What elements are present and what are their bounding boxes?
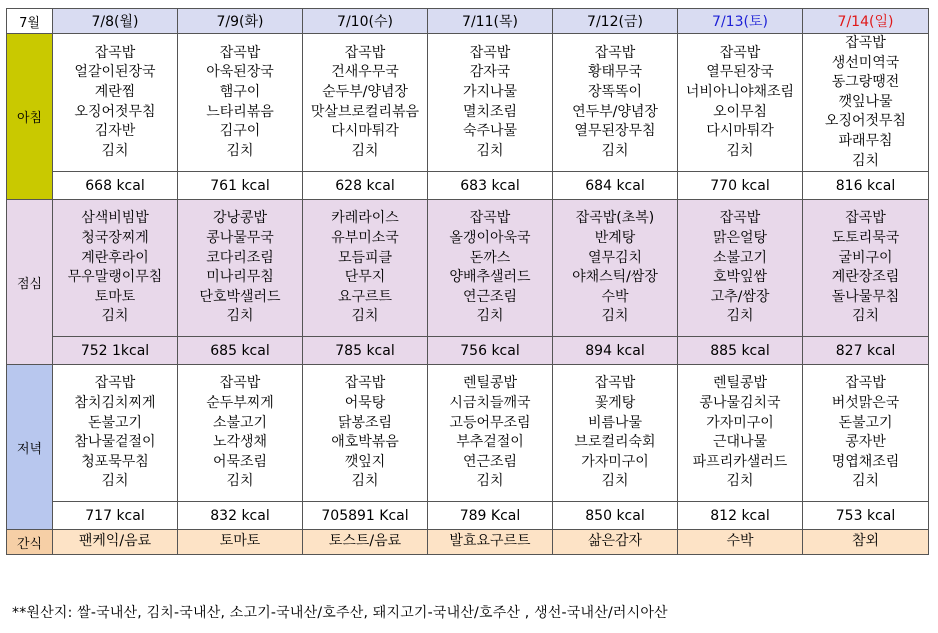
menu-cell <box>303 34 428 172</box>
dish-item: 장똑똑이 <box>587 83 643 100</box>
dish-item: 모듬피클 <box>337 249 393 266</box>
snack-row <box>7 530 929 555</box>
dish-item: 김자반 <box>94 123 136 140</box>
dish-item: 김치 <box>101 473 129 490</box>
dish-item: 가지나물 <box>462 83 518 100</box>
menu-cell <box>428 200 553 337</box>
dinner-menu-row <box>7 365 929 502</box>
dish-item: 참나물겉절이 <box>74 434 156 451</box>
menu-cell <box>803 200 929 337</box>
dish-item: 꽃게탕 <box>594 394 636 411</box>
meal-label-breakfast: 아침 <box>7 34 53 200</box>
menu-cell <box>53 200 178 337</box>
dish-item: 유부미소국 <box>331 229 399 246</box>
kcal-value: 761 kcal <box>178 172 303 200</box>
snack-cell: 삶은감자 <box>553 530 678 555</box>
dish-item: 김치 <box>226 142 254 159</box>
menu-cell <box>428 365 553 502</box>
dish-item: 노각생채 <box>212 434 268 451</box>
dish-item: 카레라이스 <box>331 210 399 227</box>
dish-item: 어묵조림 <box>212 453 268 470</box>
meal-label-snack: 간식 <box>7 530 53 555</box>
dish-item: 고추/쌈장 <box>710 288 770 305</box>
dish-item: 잡곡밥 <box>845 35 886 51</box>
dish-item: 김치 <box>601 473 629 490</box>
dish-item: 잡곡밥(초복) <box>575 210 655 227</box>
kcal-value: 628 kcal <box>303 172 428 200</box>
dish-item: 계란찜 <box>94 83 136 100</box>
dish-item: 올갱이아욱국 <box>449 229 531 246</box>
dish-item: 강낭콩밥 <box>212 210 268 227</box>
dish-item: 청포묵무침 <box>81 453 149 470</box>
menu-cell <box>178 365 303 502</box>
dish-item: 야채스틱/쌈장 <box>572 269 658 286</box>
dish-item: 수박 <box>601 288 629 305</box>
dish-item: 잡곡밥 <box>469 44 511 61</box>
dish-item: 잡곡밥 <box>344 44 386 61</box>
dish-item: 잡곡밥 <box>845 210 886 227</box>
kcal-value: 717 kcal <box>53 502 178 530</box>
menu-cell <box>428 34 553 172</box>
dish-item: 잡곡밥 <box>719 44 761 61</box>
dish-item: 렌틸콩밥 <box>462 375 518 392</box>
dish-item: 계란장조림 <box>831 269 900 286</box>
menu-cell <box>303 365 428 502</box>
menu-cell <box>678 365 803 502</box>
dish-item: 콩나물무국 <box>206 229 274 246</box>
dish-item: 열무된장국 <box>706 64 774 81</box>
dish-item: 돈불고기 <box>838 414 893 431</box>
dinner-kcal-row <box>7 502 929 530</box>
kcal-value: 705891 Kcal <box>303 502 428 530</box>
snack-cell: 참외 <box>803 530 929 555</box>
day-header: 7/10(수) <box>303 9 428 34</box>
dish-item: 김치 <box>476 142 504 159</box>
dish-item: 가자미구이 <box>706 414 774 431</box>
dish-item: 김치 <box>726 473 754 490</box>
dish-item: 김치 <box>351 142 379 159</box>
day-header: 7/8(월) <box>53 9 178 34</box>
header-row <box>7 9 929 34</box>
kcal-value: 832 kcal <box>178 502 303 530</box>
dish-item: 잡곡밥 <box>219 375 261 392</box>
dish-item: 김치 <box>226 473 254 490</box>
meal-label-lunch: 점심 <box>7 200 53 365</box>
dish-item: 김치 <box>851 152 880 169</box>
dish-item: 김치 <box>351 308 379 325</box>
kcal-value: 756 kcal <box>428 337 553 365</box>
dish-item: 굴비구이 <box>838 249 893 266</box>
dish-item: 잡곡밥 <box>94 375 136 392</box>
menu-cell <box>178 34 303 172</box>
dish-item: 김치 <box>101 142 129 159</box>
dish-item: 황태무국 <box>587 64 643 81</box>
dish-item: 명엽채조림 <box>831 453 900 470</box>
dish-item: 오징어젓무침 <box>74 103 156 120</box>
snack-cell: 토스트/음료 <box>303 530 428 555</box>
kcal-value: 827 kcal <box>803 337 929 365</box>
dish-item: 김치 <box>851 473 880 490</box>
day-header-saturday: 7/13(토) <box>678 9 803 34</box>
dish-item: 김치 <box>601 308 629 325</box>
dish-item: 오이무침 <box>712 103 768 120</box>
day-header-sunday: 7/14(일) <box>803 9 929 34</box>
weekly-menu-table <box>6 8 929 555</box>
dish-item: 생선미역국 <box>831 54 900 71</box>
kcal-value: 753 kcal <box>803 502 929 530</box>
dish-item: 느타리볶음 <box>206 103 274 120</box>
dish-item: 깻잎지 <box>344 453 386 470</box>
dish-item: 렌틸콩밥 <box>712 375 768 392</box>
menu-cell <box>678 200 803 337</box>
dish-item: 부추겉절이 <box>456 434 524 451</box>
dish-item: 잡곡밥 <box>845 375 886 392</box>
dish-item: 김치 <box>726 308 754 325</box>
dish-item: 잡곡밥 <box>594 44 636 61</box>
dish-item: 열무된장무침 <box>574 123 656 140</box>
dish-item: 소불고기 <box>212 414 268 431</box>
dish-item: 감자국 <box>469 64 511 81</box>
kcal-value: 684 kcal <box>553 172 678 200</box>
dish-item: 순두부찌게 <box>206 394 274 411</box>
dish-item: 김치 <box>226 308 254 325</box>
dish-item: 잡곡밥 <box>469 210 511 227</box>
dish-item: 호박잎쌈 <box>712 269 768 286</box>
dish-item: 연근조림 <box>462 453 518 470</box>
dish-item: 햄구이 <box>219 83 261 100</box>
menu-cell <box>803 34 929 172</box>
dish-item: 김치 <box>851 308 880 325</box>
month-label: 7월 <box>7 9 53 34</box>
snack-cell: 발효요구르트 <box>428 530 553 555</box>
dish-item: 참치김치찌게 <box>74 394 156 411</box>
dish-item: 청국장찌게 <box>81 229 149 246</box>
menu-cell <box>678 34 803 172</box>
lunch-kcal-row <box>7 337 929 365</box>
dish-item: 돌나물무침 <box>831 288 900 305</box>
dish-item: 무우말랭이무침 <box>67 269 163 286</box>
dish-item: 잡곡밥 <box>719 210 761 227</box>
dish-item: 소불고기 <box>712 249 768 266</box>
dish-item: 김치 <box>351 473 379 490</box>
dish-item: 다시마튀각 <box>331 123 399 140</box>
dish-item: 닭봉조림 <box>337 414 393 431</box>
dish-item: 비름나물 <box>587 414 643 431</box>
day-header: 7/12(금) <box>553 9 678 34</box>
dish-item: 숙주나물 <box>462 123 518 140</box>
dish-item: 아욱된장국 <box>206 64 274 81</box>
kcal-value: 885 kcal <box>678 337 803 365</box>
kcal-value: 816 kcal <box>803 172 929 200</box>
dish-item: 너비아니야채조림 <box>685 83 795 100</box>
dish-item: 콩자반 <box>845 434 886 451</box>
kcal-value: 789 Kcal <box>428 502 553 530</box>
dish-item: 도토리묵국 <box>831 229 900 246</box>
dish-item: 멸치조림 <box>462 103 518 120</box>
dish-item: 돈불고기 <box>87 414 143 431</box>
kcal-value: 850 kcal <box>553 502 678 530</box>
dish-item: 오징어젓무침 <box>824 113 907 130</box>
kcal-value: 683 kcal <box>428 172 553 200</box>
dish-item: 고등어무조림 <box>449 414 531 431</box>
dish-item: 연두부/양념장 <box>572 103 658 120</box>
snack-cell: 팬케익/음료 <box>53 530 178 555</box>
dish-item: 열무김치 <box>587 249 643 266</box>
dish-item: 단무지 <box>344 269 386 286</box>
origin-note: **원산지: 쌀-국내산, 김치-국내산, 소고기-국내산/호주산, 돼지고기-국내산/호주산 , 생선-국내산/러시아산 <box>12 605 668 621</box>
menu-cell <box>178 200 303 337</box>
dish-item: 미나리무침 <box>206 269 274 286</box>
dish-item: 양배추샐러드 <box>449 269 531 286</box>
kcal-value: 894 kcal <box>553 337 678 365</box>
breakfast-menu-row <box>7 34 929 172</box>
dish-item: 연근조림 <box>462 288 518 305</box>
dish-item: 어묵탕 <box>344 394 386 411</box>
dish-item: 김치 <box>476 473 504 490</box>
dish-item: 잡곡밥 <box>219 44 261 61</box>
kcal-value: 770 kcal <box>678 172 803 200</box>
dish-item: 요구르트 <box>337 288 393 305</box>
dish-item: 반계탕 <box>594 229 636 246</box>
dish-item: 시금치들깨국 <box>449 394 531 411</box>
menu-cell <box>803 365 929 502</box>
dish-item: 김치 <box>101 308 129 325</box>
kcal-value: 668 kcal <box>53 172 178 200</box>
kcal-value: 785 kcal <box>303 337 428 365</box>
dish-item: 코다리조림 <box>206 249 274 266</box>
dish-item: 가자미구이 <box>581 453 649 470</box>
dish-item: 맑은얼탕 <box>712 229 768 246</box>
dish-item: 김치 <box>476 308 504 325</box>
menu-cell <box>553 200 678 337</box>
meal-label-dinner: 저녁 <box>7 365 53 530</box>
dish-item: 파래무침 <box>838 132 893 149</box>
day-header: 7/9(화) <box>178 9 303 34</box>
menu-cell <box>553 365 678 502</box>
dish-item: 근대나물 <box>712 434 768 451</box>
breakfast-kcal-row <box>7 172 929 200</box>
dish-item: 동그랑땡전 <box>831 74 900 91</box>
dish-item: 김구이 <box>219 123 261 140</box>
lunch-menu-row <box>7 200 929 337</box>
dish-item: 단호박샐러드 <box>199 288 281 305</box>
dish-item: 계란후라이 <box>81 249 149 266</box>
dish-item: 건새우무국 <box>331 64 399 81</box>
dish-item: 브로컬리숙회 <box>574 434 656 451</box>
dish-item: 깻잎나물 <box>838 93 893 110</box>
dish-item: 잡곡밥 <box>94 44 136 61</box>
dish-item: 순두부/양념장 <box>322 83 408 100</box>
dish-item: 토마토 <box>94 288 136 305</box>
menu-cell <box>553 34 678 172</box>
dish-item: 잡곡밥 <box>344 375 386 392</box>
snack-cell: 토마토 <box>178 530 303 555</box>
dish-item: 버섯맑은국 <box>831 394 900 411</box>
kcal-value: 752 1kcal <box>53 337 178 365</box>
dish-item: 김치 <box>601 142 629 159</box>
menu-cell <box>303 200 428 337</box>
menu-cell <box>53 365 178 502</box>
dish-item: 잡곡밥 <box>594 375 636 392</box>
kcal-value: 812 kcal <box>678 502 803 530</box>
dish-item: 삼색비빔밥 <box>81 210 149 227</box>
dish-item: 파프리카샐러드 <box>692 453 788 470</box>
menu-cell <box>53 34 178 172</box>
day-header: 7/11(목) <box>428 9 553 34</box>
dish-item: 돈까스 <box>469 249 511 266</box>
dish-item: 맛살브로컬리볶음 <box>310 103 420 120</box>
dish-item: 애호박볶음 <box>331 434 399 451</box>
snack-cell: 수박 <box>678 530 803 555</box>
dish-item: 얼갈이된장국 <box>74 64 156 81</box>
dish-item: 김치 <box>726 142 754 159</box>
dish-item: 다시마튀각 <box>706 123 774 140</box>
kcal-value: 685 kcal <box>178 337 303 365</box>
dish-item: 콩나물김치국 <box>699 394 781 411</box>
